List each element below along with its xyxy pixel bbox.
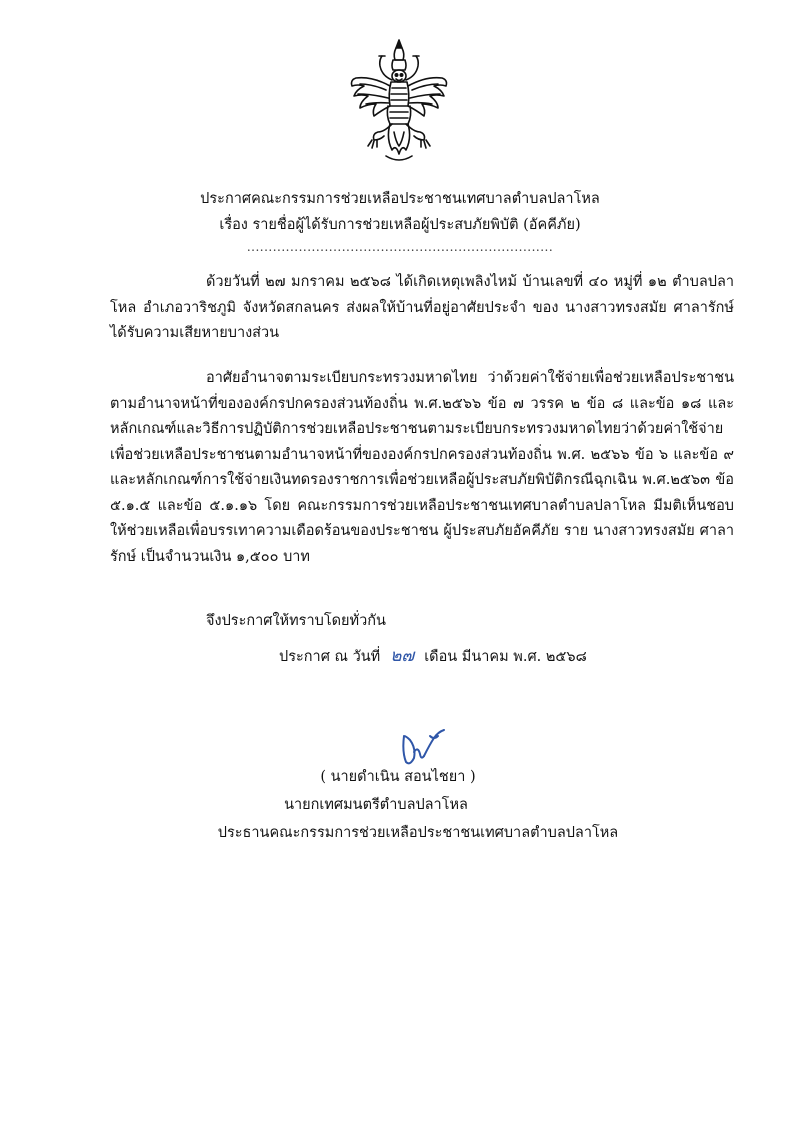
signer-position: นายกเทศมนตรีตำบลปลาโหล (284, 797, 468, 813)
date-prefix: ประกาศ ณ วันที่ (279, 649, 381, 665)
signer-name: ( นายดำเนิน สอนไชยา ) (320, 769, 476, 785)
announcement-subject: เรื่อง รายชื่อผู้ได้รับการช่วยเหลือผู้ประสบภัยพิบัติ (อัคคีภัย) (219, 217, 581, 233)
handwritten-signature (394, 722, 454, 768)
date-line (279, 645, 587, 668)
date-suffix: เดือน มีนาคม พ.ศ. ๒๕๖๘ (424, 649, 587, 665)
signer-role: ประธานคณะกรรมการช่วยเหลือประชาชนเทศบาลตำบลปลาโหล (217, 825, 619, 841)
garuda-emblem-icon (346, 36, 452, 168)
announce-line: จึงประกาศให้ทราบโดยทั่วกัน (206, 613, 386, 629)
paragraph-authority-text: อาศัยอำนาจตามระเบียบกระทรวงมหาดไทย ว่าด้วยค่าใช้จ่ายเพื่อช่วยเหลือประชาชนตามอำนาจหน้าที่ขององค์กรปกครองส่วนท้องถิ่น พ.ศ.๒๕๖๖ ข้อ ๗ วรรค ๒ ข้อ ๘ และข้อ ๑๘ และหลักเกณฑ์และวิธีการปฏิบัติการช่วยเหลือประชาชนตามระเบียบกระทรวงมหาดไทยว่าด้วยค่าใช้จ่ายเพื่อช่วยเหลือประชาชนตามอำนาจหน้าที่ขององค์กรปกครองส่วนท้องถิ่น พ.ศ. ๒๕๖๖ ข้อ ๖ และข้อ ๙ และหลักเกณฑ์การใช้จ่ายเงินทดรองราชการเพื่อช่วยเหลือผู้ประสบภัยพิบัติกรณีฉุกเฉิน พ.ศ.๒๕๖๓ ข้อ ๕.๑.๕ และข้อ ๕.๑.๑๖ โดย คณะกรรมการช่วยเหลือประชาชนเทศบาลตำบลปลาโหล มีมติเห็นชอบให้ช่วยเหลือเพื่อบรรเทาความเดือดร้อนของประชาชน ผู้ประสบภัยอัคคีภัย ราย นางสาวทรงสมัย ศาลารักษ์ เป็นจำนวนเงิน ๑,๕๐๐ บาท (110, 370, 734, 565)
date-day-handwritten: ๒๗ (390, 646, 415, 666)
paragraph-incident-text: ด้วยวันที่ ๒๗ มกราคม ๒๕๖๘ ได้เกิดเหตุเพลิงไหม้ บ้านเลขที่ ๔๐ หมู่ที่ ๑๒ ตำบลปลาโหล อำเภอวาริชภูมิ จังหวัดสกลนคร ส่งผลให้บ้านที่อยู่อาศัยประจำ ของ นางสาวทรงสมัย ศาลารักษ์ ได้รับความเสียหายบางส่วน (110, 274, 734, 341)
announcement-title: ประกาศคณะกรรมการช่วยเหลือประชาชนเทศบาลตำบลปลาโหล (200, 191, 600, 207)
separator-line: ....................................................................... (246, 240, 554, 254)
paragraph-authority (110, 366, 734, 570)
paragraph-incident (110, 270, 734, 347)
